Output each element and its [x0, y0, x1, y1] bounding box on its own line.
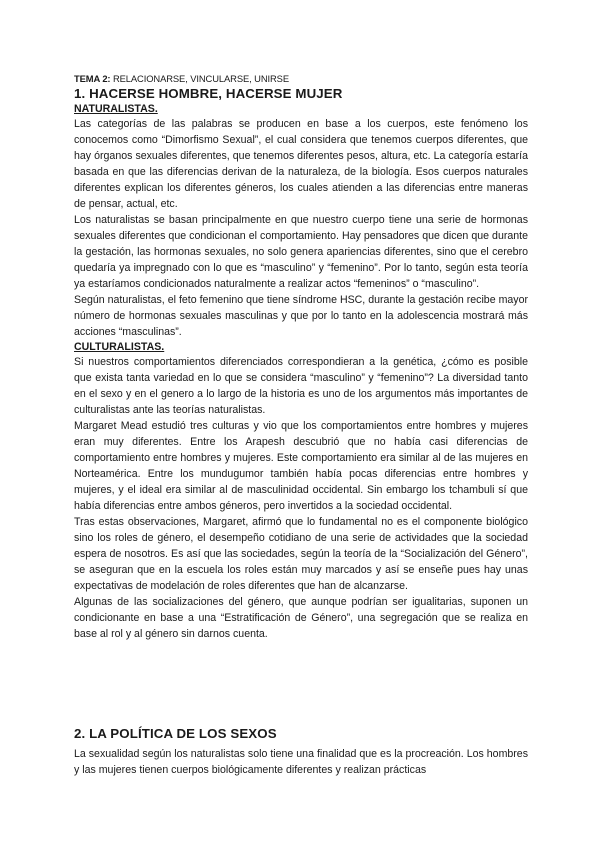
topic-line — [74, 73, 528, 85]
culturalistas-paragraph-2: Margaret Mead estudió tres culturas y vio que los comportamientos entre hombres y mujeres eran muy diferentes. Entre los Arapesh descubrió que no había casi diferencias de comportamiento entre hombres y mujeres. Este comportamiento era similar al de las mujeres en Norteamérica. Entre los mundugumor también había pocas diferencias entre hombres y mujeres, y el ideal era similar al de masculinidad occidental. Sin embargo los tchambuli sí que había diferencias entre ambos géneros, pero invertidos a la sociedad occidental. — [74, 420, 528, 512]
section-1-title: 1. HACERSE HOMBRE, HACERSE MUJER — [74, 86, 343, 101]
naturalistas-paragraph-3: Según naturalistas, el feto femenino que tiene síndrome HSC, durante la gestación recibe mayor número de hormonas sexuales masculinas y que por lo tanto en la adolescencia mostrará más acciones “masculinas”. — [74, 294, 528, 338]
section-2-title: 2. LA POLÍTICA DE LOS SEXOS — [74, 726, 277, 741]
topic-label: TEMA 2: — [74, 73, 111, 84]
topic-text: RELACIONARSE, VINCULARSE, UNIRSE — [110, 73, 289, 84]
document-body — [74, 73, 528, 642]
naturalistas-paragraph-2: Los naturalistas se basan principalmente en que nuestro cuerpo tiene una serie de hormonas sexuales diferentes que condicionan el comportamiento. Hay pensadores que dicen que durante la gestación, las hormonas sexuales, no solo genera apariencias diferentes, sino que el cerebro quedaría ya impregnado con lo que es “masculino” y “femenino”. Por lo tanto, según esta teoría ya estaríamos condicionados naturalmente a realizar actos “femeninos” o “masculino”. — [74, 214, 528, 290]
section-2-paragraph-1: La sexualidad según los naturalistas solo tiene una finalidad que es la procreación. Los hombres y las mujeres tienen cuerpos biológicamente diferentes y realizan prácticas — [74, 748, 528, 776]
section-2 — [74, 726, 528, 778]
culturalistas-heading: CULTURALISTAS. — [74, 341, 165, 353]
naturalistas-paragraph-1: Las categorías de las palabras se producen en base a los cuerpos, este fenómeno los conocemos como “Dimorfismo Sexual”, el cual considera que tenemos cuerpos diferentes, que hay órganos sexuales diferentes, que tenemos diferentes pesos, altura, etc. La categoría estaría basada en que las diferencias derivan de la naturaleza, de la biología. Esos cuerpos naturales diferentes explican los diferentes géneros, los cuales atienden a las diferencias entre maneras de pensar, actual, etc. — [74, 118, 528, 210]
culturalistas-paragraph-3: Tras estas observaciones, Margaret, afirmó que lo fundamental no es el componente biológico sino los roles de género, el desempeño cotidiano de una serie de actividades que la sociedad espera de nosotros. Es así que las sociedades, según la teoría de la “Socialización del Género”, se aseguran que en la escuela los roles están muy marcados y así se enseñe pues hay unas expectativas de modelación de roles diferentes que han de alcanzarse. — [74, 516, 528, 592]
culturalistas-paragraph-1: Si nuestros comportamientos diferenciados correspondieran a la genética, ¿cómo es posible que exista tanta variedad en lo que se considera “masculino” y “femenino”? La diversidad tanto en el sexo y en el genero a lo largo de la historia es uno de los argumentos más importantes de culturalistas ante las teorías naturalistas. — [74, 356, 528, 416]
naturalistas-heading: NATURALISTAS. — [74, 103, 158, 115]
culturalistas-paragraph-4: Algunas de las socializaciones del género, que aunque podrían ser igualitarias, suponen un condicionante en base a una “Estratificación de Género”, una segregación que se realiza en base al rol y al género sin darnos cuenta. — [74, 596, 528, 640]
